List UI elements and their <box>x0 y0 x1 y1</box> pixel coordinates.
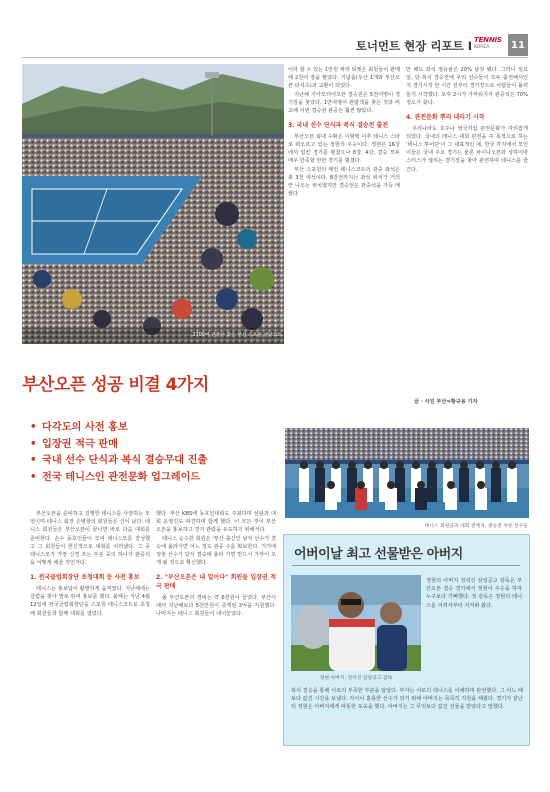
father-son-photo <box>291 575 421 671</box>
bullet-item: • 다각도의 사전 홍보 <box>30 422 128 433</box>
section-title: 토너먼트 현장 리포트 Ⅰ <box>355 39 472 53</box>
article-column-5 <box>156 510 276 750</box>
group-photo-illustration <box>285 428 529 518</box>
article-column-4 <box>30 510 150 750</box>
page-number: 11 <box>508 34 528 56</box>
bullet-item: • 전국 테니스인 관전문화 업그레이드 <box>30 471 201 483</box>
father-son-illustration <box>291 575 421 671</box>
bullet-item: • 국내 선수 단식과 복식 결승무대 진출 <box>30 455 208 466</box>
feature-box <box>283 534 530 746</box>
subheading-4: 4. 관전문화 뿌리 내리기 시작 <box>406 114 485 122</box>
stadium-photo <box>22 64 284 344</box>
paragraph: 지난해 기아모터어오픈 결승전은 5천여명이 경기장을 찾았다. 1만여명이 관람객을 찾은 것과 비교해 이번 결승전 관중은 훨씬 많았다. <box>288 91 400 115</box>
group-photo <box>285 428 529 518</box>
subheading-1: 1. 전국클럽회장단 초청대회 등 사전 홍보 <box>30 574 140 582</box>
paragraph: 부산오픈 최대 수확은 이형택 이후 테니스 스타로 떠오르고 있는 정현의 우승이다. 정현은 16강에서 힙킨 경기를 펼쳤으나 8강, 4강, 결승 모두 매우 만족할 만한 경기를 펼쳤다. <box>288 133 400 165</box>
tennis-korea-logo <box>474 36 506 52</box>
paragraph: 만 해도 좌석 점유율은 20% 남짓 됐다. 그러나 일요일, 단·복식 결승전에 우리 선수들이 모두 출전해서인지 경기시작 한 시간 전부터 경기장으로 사람들이 몰려들기 시작했다. 오후 2시가 가까워지자 관중석은 70% 정도가 찼다. <box>406 67 528 106</box>
headline-title: 부산오픈 성공 비결 4가지 <box>22 375 209 395</box>
article-column-3 <box>406 66 528 394</box>
feature-side-text: 정현의 아버지 정석진 삼일공고 감독은 부산오픈 결승 경기에서 정현이 우승을 하자 누구보다 기뻐했다. 정 감독은 정현의 테니스를 어려서부터 지켜봐 왔다. <box>426 578 522 609</box>
bullet-text: 국내 선수 단식과 복식 결승무대 진출 <box>42 455 208 466</box>
bullet-text: 다각도의 사전 홍보 <box>42 422 128 433</box>
stadium-illustration <box>22 64 284 344</box>
subheading-2: 2. "부산오픈은 내 일이다" 회원들 입장권 적극 판매 <box>156 574 276 591</box>
paragraph: 부산 스포원의 메인 테니스코트의 관중 좌석은 총 3천 여석이다. 8강전까지는 좌석 위치가 거의 안 나오는 위치였지만 결승전은 관중석을 가득 메웠다. <box>288 166 400 198</box>
logo-text: TENNIS <box>474 36 502 44</box>
paragraph: 올 부산오픈의 경비는 약 6천원이 들었다. 부산시에서 지난해보다 5천만원이 증액된 3억을 지원했다. 나머지는 테니스 회원들이 내어놓았다. <box>156 594 276 618</box>
subheading-3: 3. 국내 선수 단식과 복식 결승전 출전 <box>288 122 389 130</box>
bullet-text: 입장권 적극 판매 <box>42 438 118 450</box>
group-photo-caption: 테니스 회원들과 대회 관계자, 결승전 치른 선수들 <box>424 524 528 529</box>
feature-bottom-text: 복식 결승을 통해 서로의 부족한 부분을 알았다. 부자는 서로의 테니스를 이해하며 관전했다. 그 어느 때보다 값진 시간을 보냈다. 자식이 훌륭한 선수가 되기 위해 아버지는 묵묵히 지원을 해왔다. 경기가 끝난 뒤 정현은 아버지에게 따뜻한 포옹을 했다. 아버지는 그 무엇보다 값진 선물을 받았다고 말했다. <box>291 688 523 711</box>
paragraph: 했다. 부산 KBS에 동호인대회도 주최하며 심판과 대회 운영진도 파견하며 함께 했다. 이 모든 것이 부산오픈을 홍보하고 경기 관람을 유도하기 위해서다. <box>156 511 276 534</box>
logo-subtext: KOREA <box>474 45 490 50</box>
paragraph: 테니스는 홍보팀이 활발하게 움직였다. 지난해에는 클럽을 찾아 발로 뛰며 홍보를 했다. 올해는 지난 4월12일에 전국클럽회장단을 스포원 테니스코트로 초청해 회원들과 함께 대회를 열었다. <box>30 586 150 617</box>
paragraph: 우리나라도 호주나 영국처럼 관전문화가 자리잡게 되었다. 국내의 테니스 대회 관전을 주 목적으로 하는 '테니스 투어단'이 그 대표적인 예. 한국 각지에서 모인 이들은 국내 주요 경기는 물론 차이나오픈과 상하이마스터스가 열리는 경기장을 찾아 관전하며 테니스를 즐긴다. <box>406 125 528 173</box>
success-factors-list <box>30 420 207 486</box>
paragraph: 테니스 순수한 회원은 '부산 출신인 남자 선수가 결승에 올라가면 어느 정도 관중 수를 확보한다. 거기에 정현 선수가 단식 결승에 올라 가면 반드시 가까이 오게 될 것으로 확신했다. <box>156 535 276 567</box>
feature-divider <box>292 565 520 566</box>
feature-title: 어버이날 최고 선물받은 아버지 <box>294 547 463 562</box>
byline: 글 · 사진 부산=황규용 기자 <box>414 399 478 405</box>
paragraph: 부산오픈을 준비하고 진행한 테니스를 사랑하는 모임이며 테니스 회장 손병창의 회원들은 신이 났다. 테니스 회원들은 부산오픈이 끝나면 바로 다음 대회를 준비한다. 손수 동호인들이 모여 테니스모를 결성했고 그 회원들이 헌신적으로 대회를 치러냈다. 그 중 테니스모가 가장 신경 쓰는 부분 중의 하나가 관중석을 어떻게 채울 것인가다. <box>30 511 150 567</box>
header-divider <box>22 57 528 58</box>
bullet-item: • 입장권 적극 판매 <box>30 438 118 450</box>
magazine-page <box>22 0 528 792</box>
article-column-2 <box>288 66 400 396</box>
bullet-text: 전국 테니스인 관전문화 업그레이드 <box>42 471 201 483</box>
paragraph: 이라 할 수 있는 1만원 짜리 티켓은 회원들이 판매해 2천여 장을 팔았다. 기념품(우산 1개와 부산오픈 티셔츠)과 교환이 되었다. <box>288 67 400 90</box>
stadium-photo-caption: 2700여 관중이 찾은 부산 스포원 센터코트 <box>192 333 282 338</box>
father-son-caption: 정현 아버지, 정석진 삼일공고 감독 <box>319 676 393 681</box>
